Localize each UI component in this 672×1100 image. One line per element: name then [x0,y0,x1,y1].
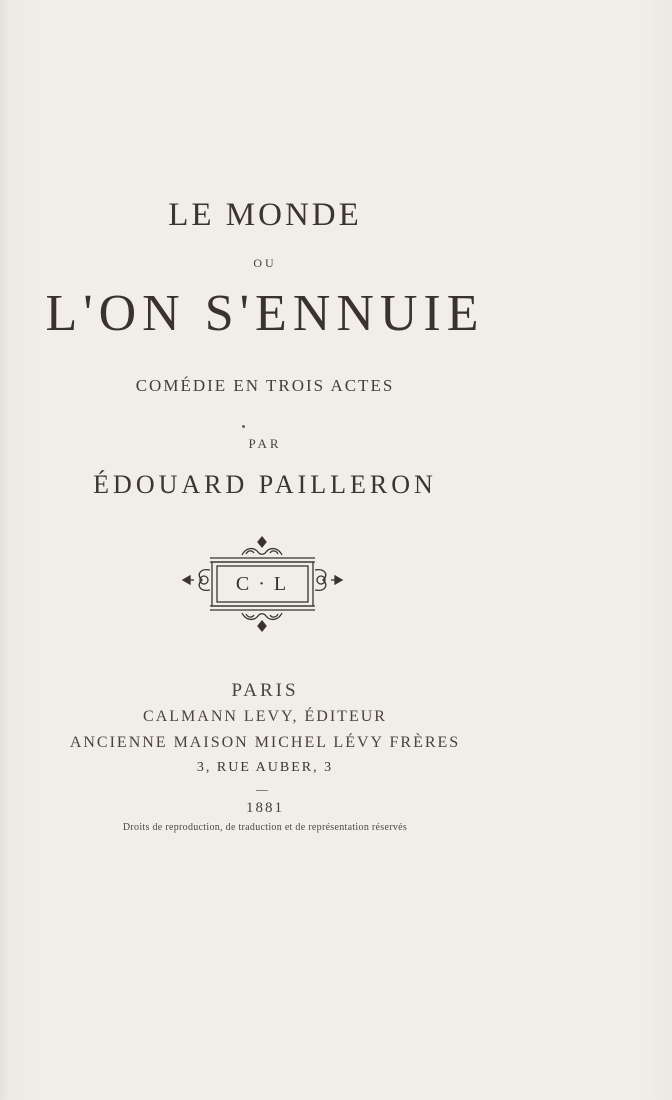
subtitle: COMÉDIE EN TROIS ACTES [135,376,395,395]
rights-notice: Droits de reproduction, de traduction et de représentation réservés [122,822,408,833]
publisher-name: CALMANN LEVY, ÉDITEUR [143,708,387,725]
publication-year: 1881 [246,800,284,816]
publisher-address: 3, RUE AUBER, 3 [196,760,334,775]
title-line-1: LE MONDE [168,197,362,233]
publisher-monogram-ornament [180,535,345,635]
title-line-2: L'ON S'ENNUIE [45,285,485,342]
publication-city: PARIS [231,680,299,701]
former-publishing-house: ANCIENNE MAISON MICHEL LÉVY FRÈRES [69,734,461,751]
by-label: PAR [248,436,282,451]
author-name: ÉDOUARD PAILLERON [93,470,437,499]
monogram-text: C · L [235,573,289,595]
title-conjunction: OU [253,256,277,270]
short-rule [256,790,268,791]
ornamental-dot [242,425,245,428]
